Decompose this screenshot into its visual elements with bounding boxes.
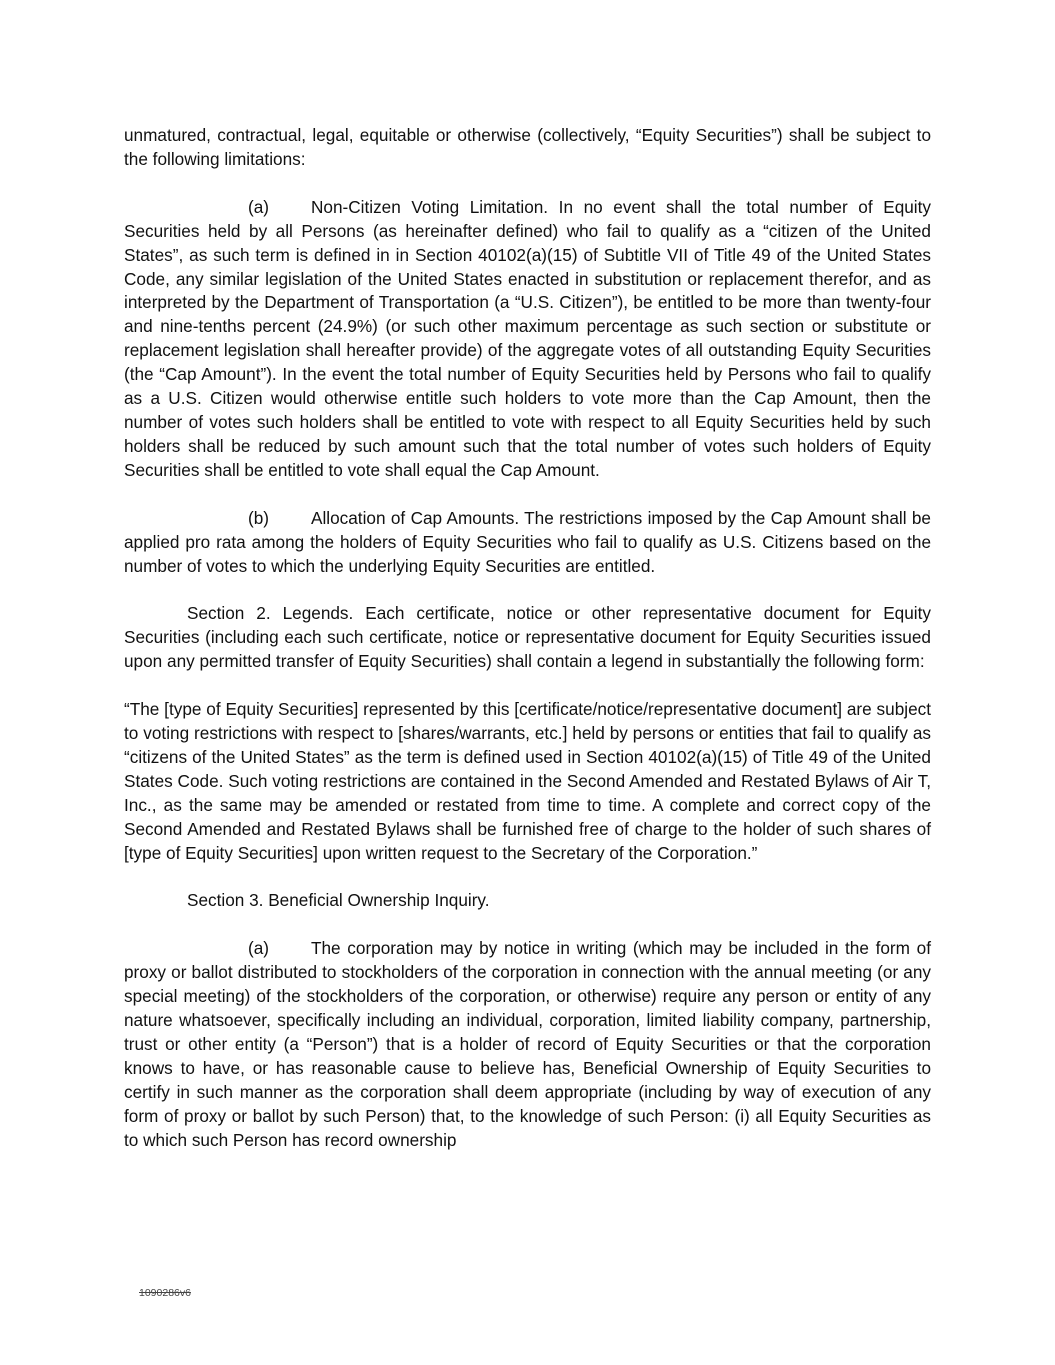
section-3-heading-text: Section 3. Beneficial Ownership Inquiry.	[187, 890, 490, 911]
section-2-legends	[124, 602, 931, 674]
section-3-paragraph-a-label: (a)	[248, 938, 270, 959]
paragraph-b-label: (b)	[248, 507, 270, 528]
document-page	[124, 124, 931, 1153]
intro-paragraph-text: unmatured, contractual, legal, equitable or otherwise (collectively, “Equity Securities”) shall be subject to the following limitations:	[124, 125, 931, 169]
paragraph-a-text: Non-Citizen Voting Limitation. In no event shall the total number of Equity Securities held by all Persons (as hereinafter defined) who fail to qualify as a “citizen of the United States”, as such term is defined in in Section 40102(a)(15) of Subtitle VII of Title 49 of the United States Code, any similar legislation of the United States enacted in substitution or replacement therefor, and as interpreted by the Department of Transportation (a “U.S. Citizen”), be entitled to be more than twenty-four and nine-tenths percent (24.9%) (or such other maximum percentage as such section or substitute or replacement legislation shall hereafter provide) of the aggregate votes of all outstanding Equity Securities (the “Cap Amount”). In the event the total number of Equity Securities held by Persons who fail to qualify as a U.S. Citizen would otherwise entitle such holders to vote more than the Cap Amount, then the number of votes such holders shall be entitled to vote with respect to all Equity Securities held by such holders shall be reduced by such amount such that the total number of votes such holders of Equity Securities shall be entitled to vote shall equal the Cap Amount.	[124, 196, 931, 480]
legend-quote	[124, 698, 931, 865]
paragraph-a-non-citizen-voting-limitation	[124, 196, 931, 483]
paragraph-a-label: (a)	[248, 196, 270, 217]
paragraph-b-allocation-of-cap-amounts	[124, 507, 931, 579]
intro-paragraph	[124, 124, 931, 172]
section-3-paragraph-a	[124, 937, 931, 1152]
section-3-paragraph-a-text: The corporation may by notice in writing (which may be included in the form of proxy or ballot distributed to stockholders of the corporation in connection with the annual meeting (or any special meeting) of the stockholders of the corporation, or otherwise) require any person or entity of any nature whatsoever, specifically including an individual, corporation, limited liability company, partnership, trust or other entity (a “Person”) that is a holder of record of Equity Securities or that the corporation knows to have, or has reasonable cause to believe has, Beneficial Ownership of Equity Securities to certify in such manner as the corporation shall deem appropriate (including by way of execution of any form of proxy or ballot by such Person) that, to the knowledge of such Person: (i) all Equity Securities as to which such Person has record ownership	[124, 938, 931, 1150]
section-2-text: Section 2. Legends. Each certificate, notice or other representative document for Equity Securities (including each such certificate, notice or representative document for Equity Securities issued upon any permitted transfer of Equity Securities) shall contain a legend in substantially the following form:	[124, 603, 931, 672]
footer-document-id: 1090286v6	[139, 1287, 191, 1299]
section-3-heading	[124, 889, 931, 913]
paragraph-b-text: Allocation of Cap Amounts. The restrictions imposed by the Cap Amount shall be applied pro rata among the holders of Equity Securities who fail to qualify as U.S. Citizens based on the number of votes to which the underlying Equity Securities are entitled.	[124, 507, 931, 576]
legend-quote-text: “The [type of Equity Securities] represented by this [certificate/notice/representative document] are subject to voting restrictions with respect to [shares/warrants, etc.] held by persons or entities that fail to qualify as “citizens of the United States” as the term is defined used in Section 40102(a)(15) of Title 49 of the United States Code. Such voting restrictions are contained in the Second Amended and Restated Bylaws of Air T, Inc., as the same may be amended or restated from time to time. A complete and correct copy of the Second Amended and Restated Bylaws shall be furnished free of charge to the holder of such shares of [type of Equity Securities] upon written request to the Secretary of the Corporation.”	[124, 699, 931, 863]
